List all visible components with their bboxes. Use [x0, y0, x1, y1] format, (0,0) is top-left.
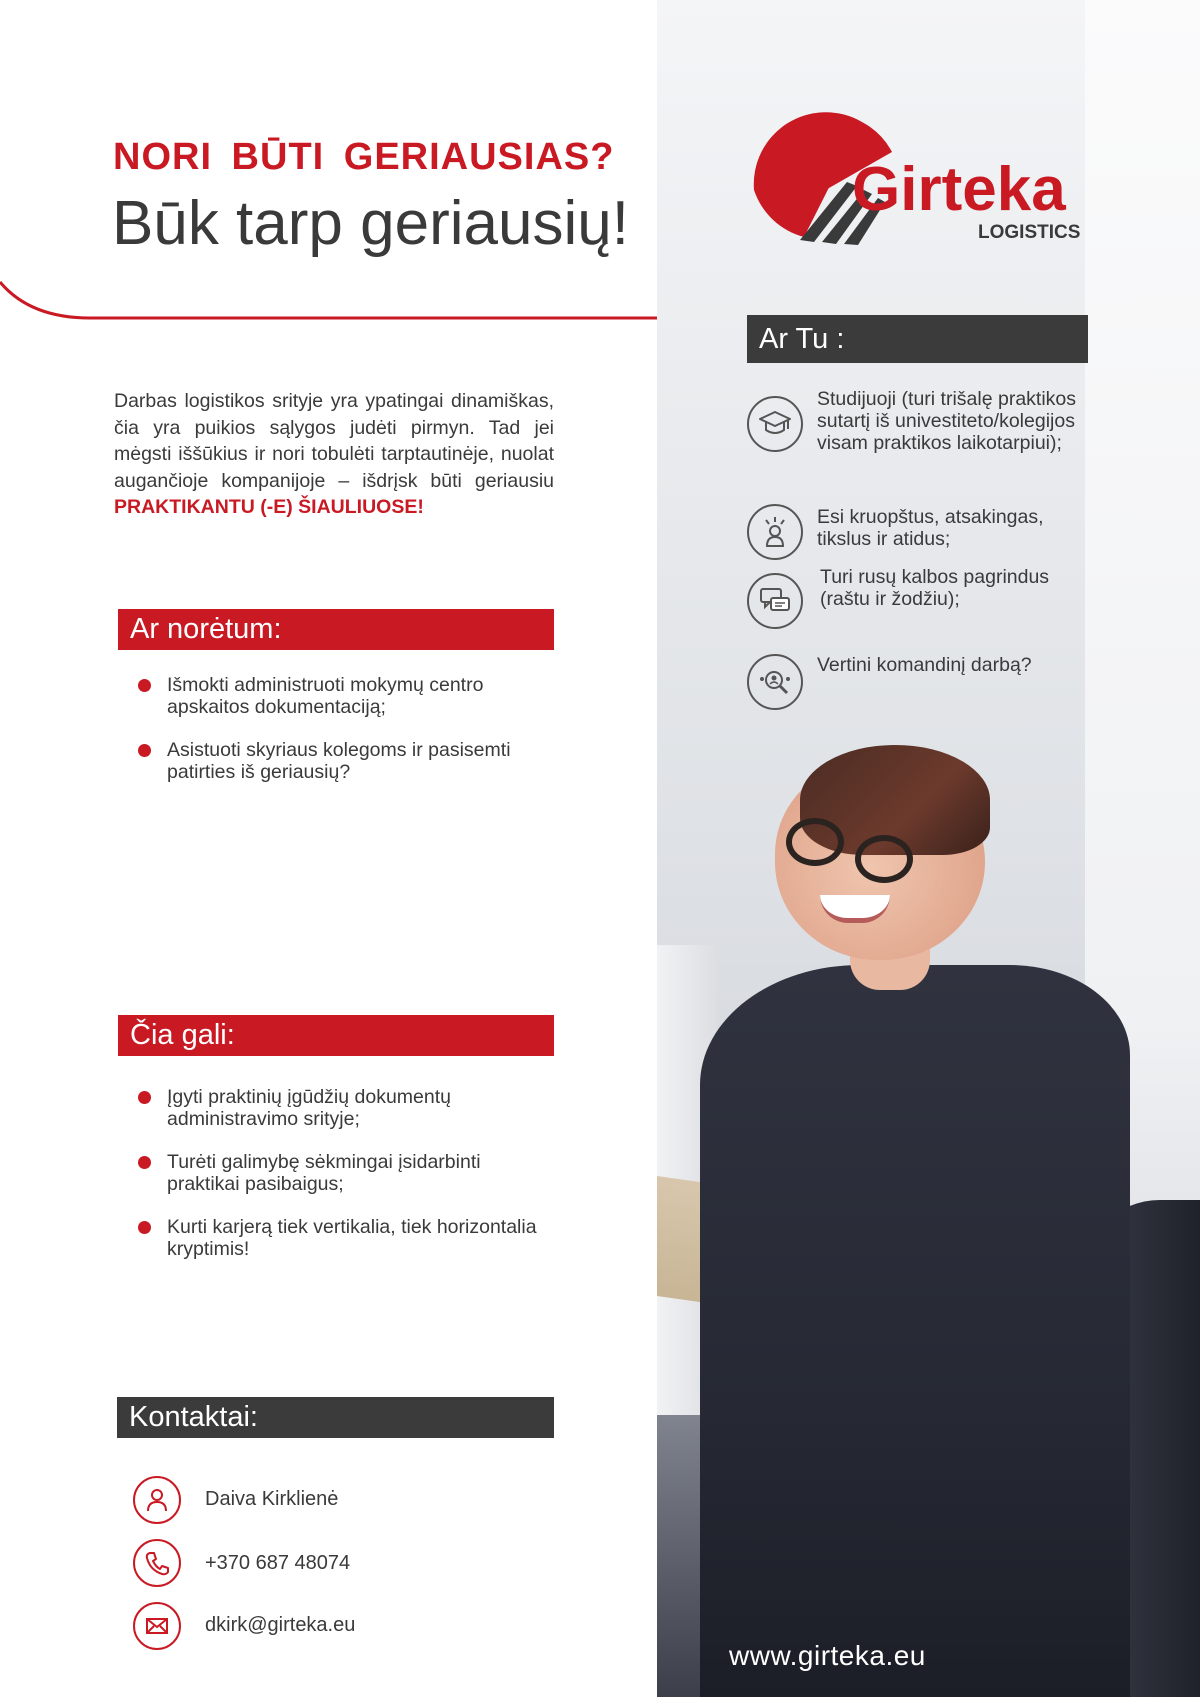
logo-sub: LOGISTICS: [978, 222, 1081, 243]
glasses-left: [786, 818, 844, 866]
list-item: Asistuoti skyriaus kolegoms ir pasisemti patirties iš geriausių?: [138, 739, 538, 783]
ar-noretum-list: [138, 674, 538, 804]
logo-name: Girteka: [852, 155, 1066, 224]
graduation-cap-icon: [747, 396, 803, 452]
list-item: Įgyti praktinių įgūdžių dokumentų administravimo srityje;: [138, 1086, 538, 1130]
requirement-text: Vertini komandinį darbą?: [817, 654, 1032, 676]
intro-text: Darbas logistikos srityje yra ypatingai dinamiškas, čia yra puikios sąlygos judėti pirmyn. Tad jei mėgsti iššūkius ir nori tobulėti tarptautinėje, nuolat augančioje kompanijoje – išdrįsk būti geriausiu: [114, 390, 554, 492]
section-ar-tu: Ar Tu :: [747, 315, 1088, 363]
list-item: Išmokti administruoti mokymų centro apskaitos dokumentaciją;: [138, 674, 538, 718]
section-kontaktai: Kontaktai:: [117, 1397, 554, 1438]
section-cia-gali: Čia gali:: [118, 1015, 554, 1056]
team-search-icon: [747, 654, 803, 710]
girteka-logo: [752, 112, 1102, 247]
person-idea-icon: [747, 504, 803, 560]
intro-highlight: PRAKTIKANTU (-E) ŠIAULIUOSE!: [114, 496, 424, 518]
website-link[interactable]: www.girteka.eu: [729, 1640, 926, 1671]
glasses-right: [855, 835, 913, 883]
cia-gali-list: [138, 1086, 538, 1281]
person-body: [700, 965, 1130, 1697]
intro-paragraph: [114, 388, 554, 521]
phone-icon: [133, 1539, 181, 1587]
list-item: Turėti galimybę sėkmingai įsidarbinti praktikai pasibaigus;: [138, 1151, 538, 1195]
requirement-text: Esi kruopštus, atsakingas, tikslus ir atidus;: [817, 506, 1044, 550]
list-item: Kurti karjerą tiek vertikalia, tiek horizontalia kryptimis!: [138, 1216, 538, 1260]
header-curve: [0, 270, 657, 322]
headline: NORI BŪTI GERIAUSIAS?: [113, 136, 615, 178]
envelope-icon: [133, 1602, 181, 1650]
chat-bubbles-icon: [747, 573, 803, 629]
contact-email[interactable]: dkirk@girteka.eu: [205, 1614, 356, 1636]
subheadline: Būk tarp geriausių!: [112, 189, 629, 258]
section-ar-noretum: Ar norėtum:: [118, 609, 554, 650]
contact-phone[interactable]: +370 687 48074: [205, 1552, 351, 1574]
person-icon: [133, 1476, 181, 1524]
requirement-text: Turi rusų kalbos pagrindus (raštu ir žodžiu);: [820, 566, 1050, 610]
contact-name: Daiva Kirklienė: [205, 1488, 339, 1510]
requirement-text: Studijuoji (turi trišalę praktikos sutartį iš univestiteto/kolegijos visam praktikos laikotarpiui);: [817, 388, 1077, 454]
